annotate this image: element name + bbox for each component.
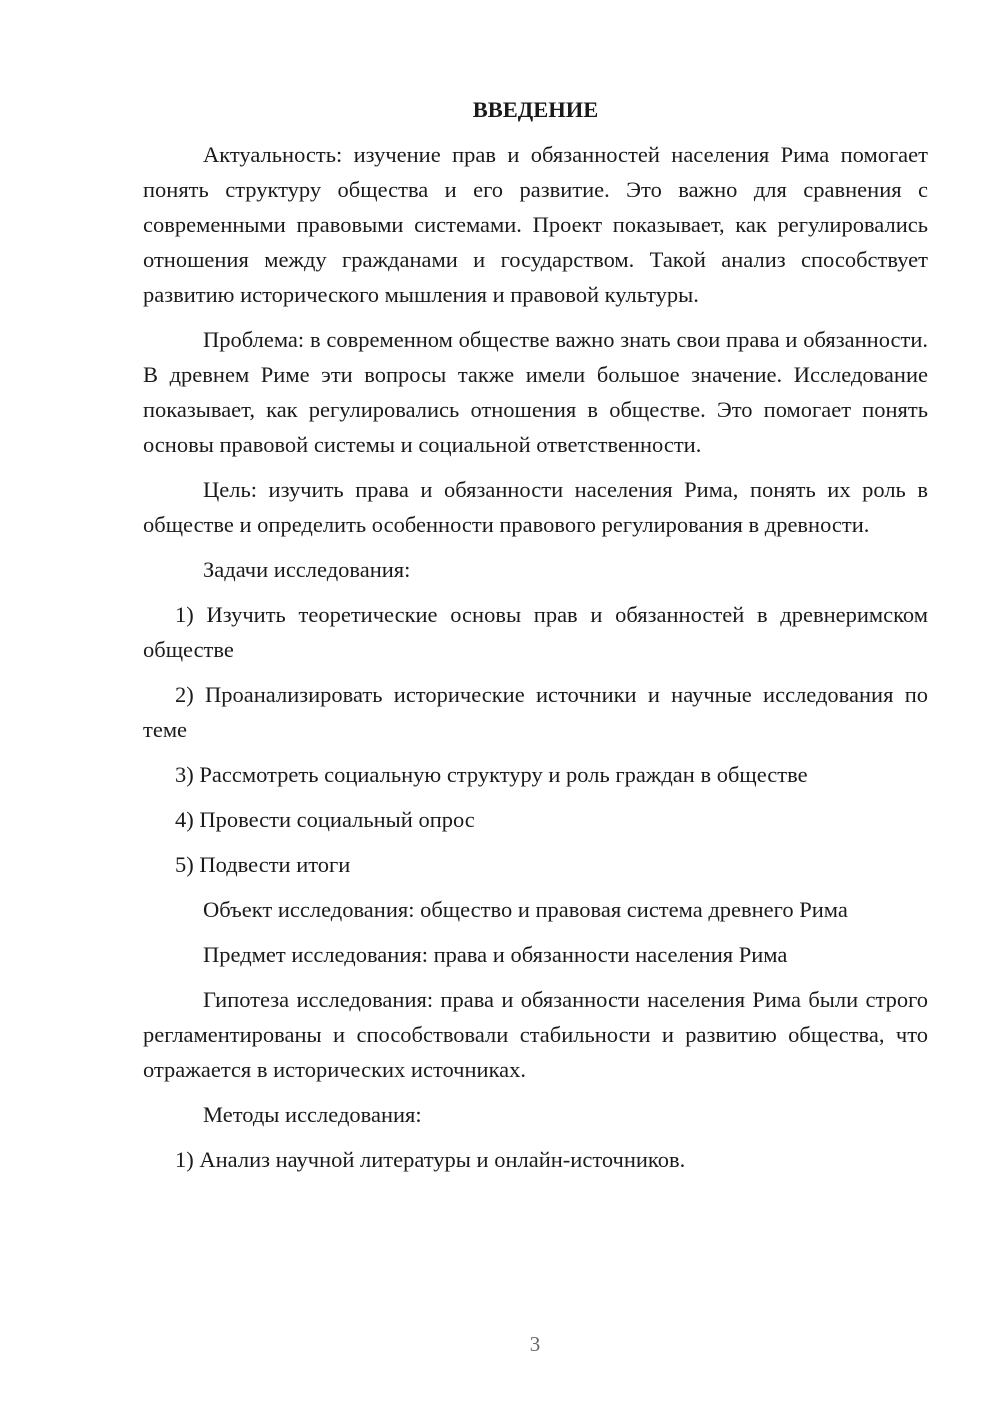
- problem-paragraph: Проблема: в современном обществе важно знать свои права и обязанности. В древнем Риме эти вопросы также имели большое значение. Исследование показывает, как регулировались отношения в обществе. Это помогает понять основы правовой системы и социальной ответственности.: [143, 327, 928, 457]
- task-item-3: 3) Рассмотреть социальную структуру и роль граждан в обществе: [175, 762, 808, 787]
- method-item-1: 1) Анализ научной литературы и онлайн-источников.: [175, 1147, 686, 1172]
- hypothesis-paragraph: Гипотеза исследования: права и обязанности населения Рима были строго регламентированы и способствовали стабильности и развитию общества, что отражается в исторических источниках.: [143, 987, 928, 1082]
- research-object: Объект исследования: общество и правовая система древнего Рима: [203, 897, 848, 922]
- methods-heading: Методы исследования:: [203, 1102, 422, 1127]
- task-item-1: 1) Изучить теоретические основы прав и обязанностей в древнеримском обществе: [143, 602, 928, 662]
- goal-paragraph: Цель: изучить права и обязанности населения Рима, понять их роль в обществе и определить особенности правового регулирования в древности.: [143, 477, 928, 537]
- relevance-paragraph: Актуальность: изучение прав и обязанностей населения Рима помогает понять структуру общества и его развитие. Это важно для сравнения с современными правовыми системами. Проект показывает, как регулировались отношения между гражданами и государством. Такой анализ способствует развитию исторического мышления и правовой культуры.: [143, 142, 928, 307]
- page-number: 3: [529, 1332, 541, 1356]
- task-item-2: 2) Проанализировать исторические источники и научные исследования по теме: [143, 682, 928, 742]
- task-item-5: 5) Подвести итоги: [175, 852, 351, 877]
- task-item-4: 4) Провести социальный опрос: [175, 807, 475, 832]
- tasks-heading: Задачи исследования:: [203, 557, 411, 582]
- research-subject: Предмет исследования: права и обязанности населения Рима: [203, 942, 788, 967]
- section-title: ВВЕДЕНИЕ: [472, 97, 599, 122]
- document-page: [143, 92, 928, 1187]
